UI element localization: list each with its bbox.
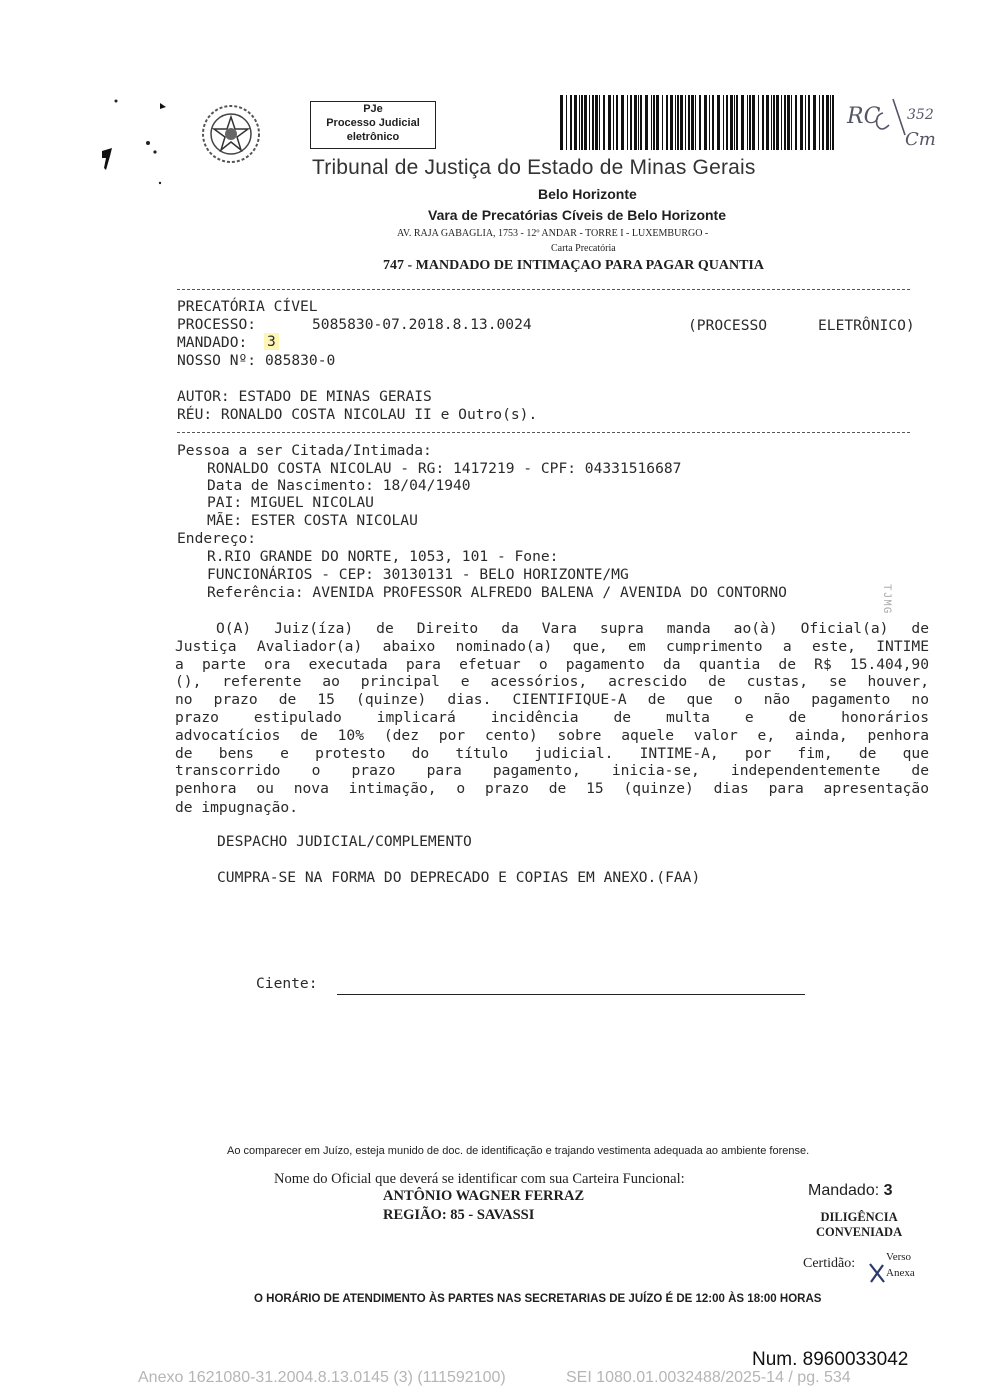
autor-line: AUTOR: ESTADO DE MINAS GERAIS: [177, 388, 432, 405]
diligencia-line-2: CONVENIADA: [816, 1225, 903, 1239]
person-name-line: RONALDO COSTA NICOLAU - RG: 1417219 - CPF: 04331516687: [207, 460, 682, 477]
person-heading: Pessoa a ser Citada/Intimada:: [177, 442, 432, 459]
despacho-heading: DESPACHO JUDICIAL/COMPLEMENTO: [217, 833, 472, 850]
address-reference: Referência: AVENIDA PROFESSOR ALFREDO BALENA / AVENIDA DO CONTORNO: [207, 584, 787, 601]
mandado-footer-label: Mandado:: [808, 1182, 880, 1199]
pje-line-1: PJe: [363, 103, 383, 115]
anexa-option: Anexa: [886, 1267, 915, 1279]
person-father: PAI: MIGUEL NICOLAU: [207, 494, 374, 511]
mandado-footer: [808, 1182, 893, 1200]
address-line-1: R.RIO GRANDE DO NORTE, 1053, 101 - Fone:: [207, 548, 559, 565]
body-line: prazo estipulado implicará incidência de multa e de honorários: [175, 708, 929, 726]
court-address: AV. RAJA GABAGLIA, 1753 - 12º ANDAR - TORRE I - LUXEMBURGO -: [397, 228, 709, 239]
court-vara: Vara de Precatórias Cíveis de Belo Horizonte: [428, 207, 727, 223]
carta-label: Carta Precatória: [551, 243, 616, 254]
certidao-options: [886, 1249, 915, 1281]
scan-marks: [100, 95, 170, 185]
body-line: de bens e protesto do título judicial. INTIME-A, por fim, de que: [175, 744, 929, 762]
reu-line: RÉU: RONALDO COSTA NICOLAU II e Outro(s).: [177, 406, 538, 423]
nosso-value: 085830-0: [265, 352, 336, 369]
horario-note: O HORÁRIO DE ATENDIMENTO ÀS PARTES NAS SECRETARIAS DE JUÍZO É DE 12:00 ÀS 18:00 HORAS: [254, 1293, 822, 1305]
footer-note: Ao comparecer em Juízo, esteja munido de doc. de identificação e trajando vestimenta adequada ao ambiente forense.: [227, 1145, 810, 1157]
annotation-rc: RC: [847, 104, 881, 129]
barcode-icon: [560, 95, 838, 150]
body-line: a parte ora executada para efetuar o pagamento da quantia de R$ 15.404,90: [175, 655, 929, 673]
court-title: Tribunal de Justiça do Estado de Minas Gerais: [312, 156, 756, 179]
body-line: O(A) Juiz(íza) de Direito da Vara supra manda ao(à) Oficial(a) de: [216, 620, 929, 637]
document-title: 747 - MANDADO DE INTIMAÇAO PARA PAGAR QUANTIA: [383, 258, 764, 273]
officer-caption: Nome do Oficial que deverá se identificar com sua Carteira Funcional:: [274, 1171, 685, 1187]
certidao-label: Certidão:: [803, 1256, 856, 1271]
body-line: penhora ou nova intimação, o prazo de 15 (quinze) dias para apresentação: [175, 780, 929, 798]
officer-name: ANTÔNIO WAGNER FERRAZ: [383, 1188, 585, 1204]
pje-label-box: [310, 101, 436, 149]
body-last-line: de impugnação.: [175, 799, 299, 816]
handwritten-annotation: [845, 95, 955, 160]
signature-line: [337, 994, 805, 995]
annotation-cm: Cm: [905, 129, 936, 150]
sei-reference: SEI 1080.01.0032488/2025-14 / pg. 534: [566, 1369, 851, 1386]
person-mother: MÃE: ESTER COSTA NICOLAU: [207, 512, 418, 529]
body-line: (), referente ao principal e acessórios, acrescido de custas, se houver,: [175, 673, 929, 691]
body-line: Justiça Avaliador(a) abaixo nominado(a) que, em cumprimento a este, INTIME: [175, 637, 929, 655]
processo-value: 5085830-07.2018.8.13.0024: [312, 316, 532, 333]
processo-note-1: (PROCESSO: [688, 317, 768, 334]
processo-note-2: ELETRÔNICO): [818, 317, 915, 334]
mandado-value: 3: [264, 333, 279, 350]
mandado-footer-value: 3: [883, 1182, 893, 1199]
address-line-2: FUNCIONÁRIOS - CEP: 30130131 - BELO HORIZONTE/MG: [207, 566, 629, 583]
mandado-label: MANDADO:: [177, 334, 248, 351]
divider: [177, 289, 910, 290]
nosso-label: NOSSO Nº:: [177, 352, 257, 369]
body-paragraph: [175, 620, 929, 798]
pje-line-3: eletrônico: [346, 131, 400, 143]
case-type: PRECATÓRIA CÍVEL: [177, 298, 318, 315]
coat-of-arms-icon: [200, 103, 262, 165]
person-birth: Data de Nascimento: 18/04/1940: [207, 477, 471, 494]
address-heading: Endereço:: [177, 530, 257, 547]
anexo-reference: Anexo 1621080-31.2004.8.13.0145 (3) (111592100): [138, 1369, 506, 1386]
x-mark-icon: [868, 1262, 886, 1289]
body-line: no prazo de 15 (quinze) dias. CIENTIFIQUE-A de que o não pagamento no: [175, 691, 929, 709]
side-stamp: TJMG: [880, 584, 892, 615]
diligencia-line-1: DILIGÊNCIA: [820, 1210, 898, 1224]
officer-region: REGIÃO: 85 - SAVASSI: [383, 1207, 535, 1223]
ciente-label: Ciente:: [256, 975, 318, 992]
annotation-number: 352: [907, 107, 934, 123]
body-line: advocatícios de 10% (dez por cento) sobre aquele valor e, ainda, penhora: [175, 726, 929, 744]
document-number: Num. 8960033042: [752, 1349, 909, 1370]
court-city: Belo Horizonte: [538, 186, 637, 202]
body-line: transcorrido o prazo para pagamento, inicia-se, independentemente de: [175, 762, 929, 780]
despacho-text: CUMPRA-SE NA FORMA DO DEPRECADO E COPIAS EM ANEXO.(FAA): [217, 869, 701, 886]
diligencia-label: [816, 1210, 902, 1240]
verso-option: Verso: [886, 1251, 912, 1263]
divider: [177, 432, 910, 433]
pje-line-2: Processo Judicial: [326, 117, 420, 129]
processo-label: PROCESSO:: [177, 316, 257, 333]
